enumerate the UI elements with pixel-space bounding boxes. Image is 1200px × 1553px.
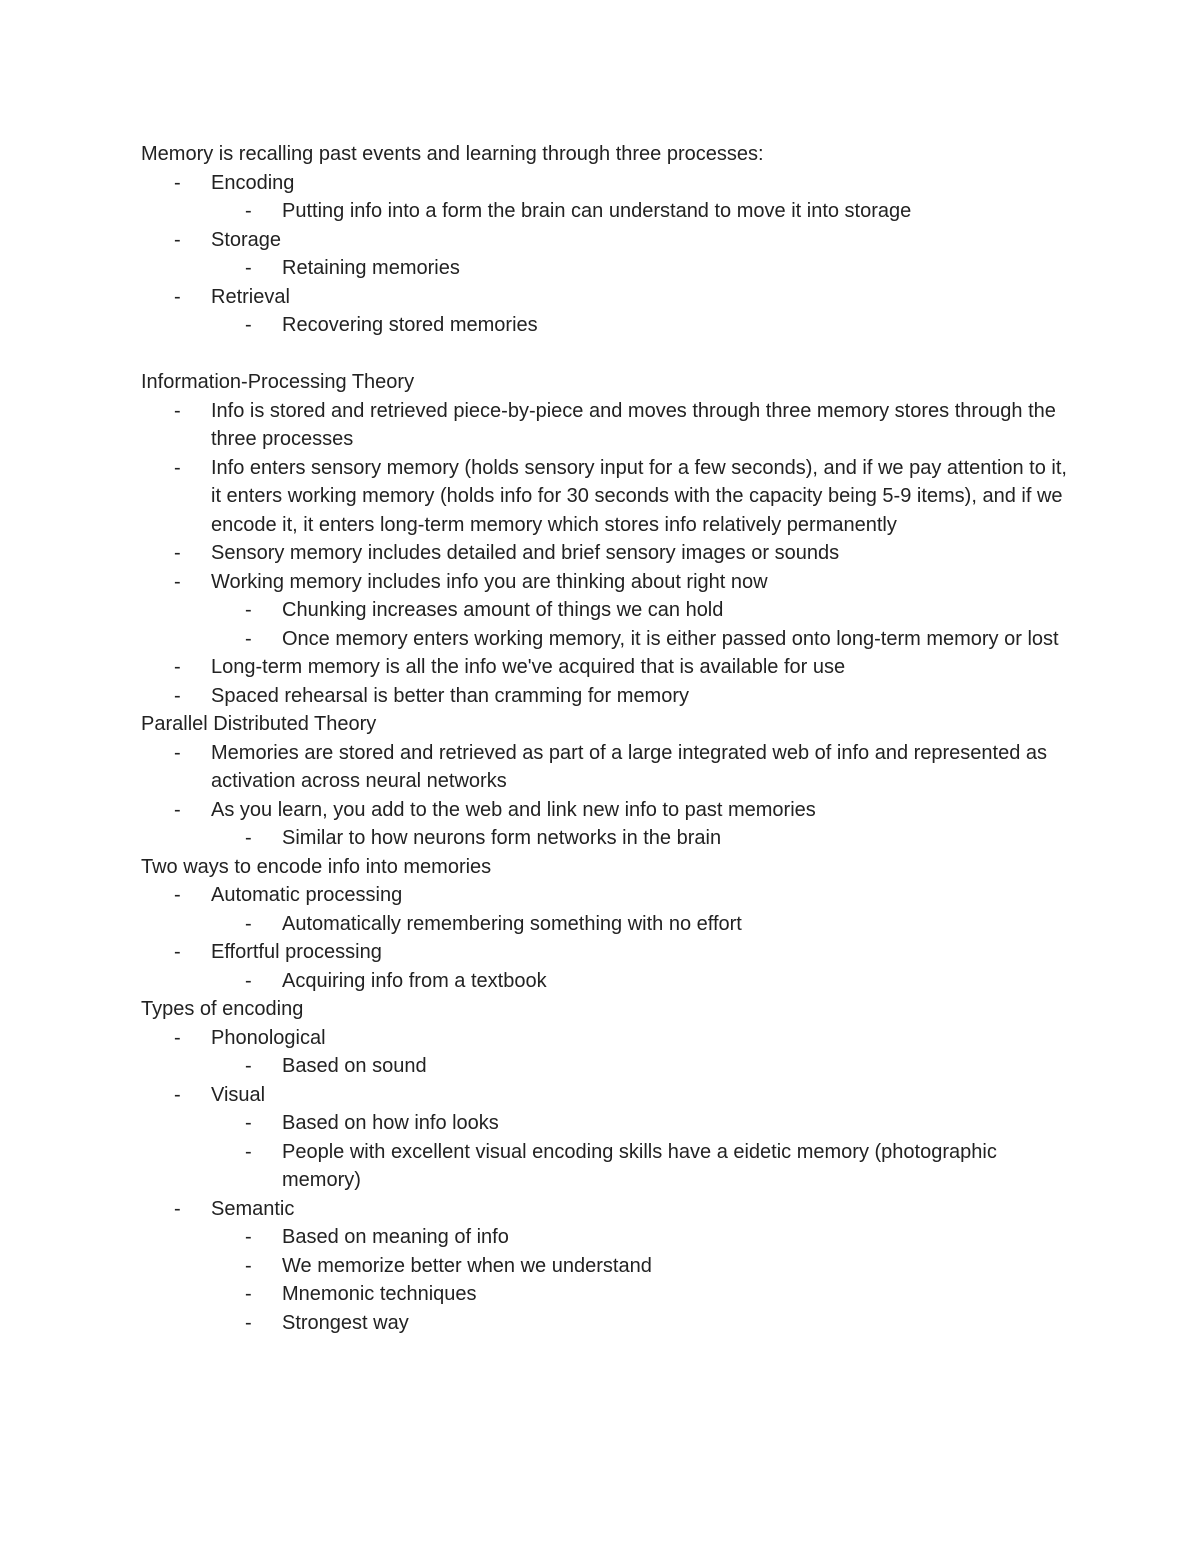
line-text: Parallel Distributed Theory bbox=[141, 713, 377, 735]
list-item bbox=[141, 539, 1081, 568]
bullet-dash: - bbox=[245, 827, 252, 849]
line-text: We memorize better when we understand bbox=[282, 1254, 652, 1277]
sub-list-item bbox=[141, 1052, 1081, 1081]
bullet-dash: - bbox=[174, 684, 181, 707]
bullet-dash: - bbox=[174, 884, 181, 906]
blank-line bbox=[141, 340, 1081, 369]
line-text: Storage bbox=[211, 228, 282, 251]
section-heading bbox=[141, 710, 1081, 739]
line-text: Encoding bbox=[211, 171, 295, 194]
list-item bbox=[141, 568, 1081, 597]
list-item bbox=[141, 653, 1081, 682]
bullet-dash: - bbox=[245, 257, 252, 279]
sub-list-item bbox=[141, 596, 1081, 625]
list-item bbox=[141, 682, 1081, 711]
line-text: Based on meaning of info bbox=[282, 1226, 509, 1248]
bullet-dash: - bbox=[245, 200, 252, 222]
line-text: Spaced rehearsal is better than cramming for memory bbox=[211, 684, 689, 707]
bullet-dash: - bbox=[174, 570, 181, 593]
list-item bbox=[141, 1081, 1081, 1110]
list-item bbox=[141, 454, 1081, 540]
line-text: Effortful processing bbox=[211, 941, 382, 963]
line-text: Retrieval bbox=[211, 285, 290, 308]
line-text: Two ways to encode info into memories bbox=[141, 855, 492, 878]
bullet-dash: - bbox=[245, 1112, 252, 1134]
bullet-dash: - bbox=[245, 1254, 252, 1277]
line-text: Once memory enters working memory, it is either passed onto long-term memory or lost bbox=[282, 627, 1059, 650]
bullet-dash: - bbox=[174, 399, 181, 422]
bullet-dash: - bbox=[245, 599, 252, 621]
line-text: Phonological bbox=[211, 1026, 326, 1049]
bullet-dash: - bbox=[174, 285, 181, 308]
sub-list-item bbox=[141, 1252, 1081, 1281]
line-text: Retaining memories bbox=[282, 257, 460, 279]
line-text: Info is stored and retrieved piece-by-piece and moves through three memory stores through the three processes bbox=[211, 399, 1056, 450]
sub-list-item bbox=[141, 1223, 1081, 1252]
sub-list-item bbox=[141, 1309, 1081, 1338]
line-text: Similar to how neurons form networks in the brain bbox=[282, 827, 722, 849]
line-text: People with excellent visual encoding skills have a eidetic memory (photographic memory) bbox=[282, 1140, 997, 1191]
list-item bbox=[141, 1195, 1081, 1224]
line-text: Visual bbox=[211, 1083, 266, 1106]
bullet-dash: - bbox=[174, 741, 181, 764]
bullet-dash: - bbox=[174, 1197, 181, 1220]
line-text: Strongest way bbox=[282, 1311, 409, 1334]
line-text: Automatic processing bbox=[211, 884, 403, 906]
sub-list-item bbox=[141, 254, 1081, 283]
line-text: Acquiring info from a textbook bbox=[282, 969, 547, 992]
bullet-dash: - bbox=[174, 456, 181, 479]
line-text: Automatically remembering something with no effort bbox=[282, 912, 742, 935]
bullet-dash: - bbox=[245, 314, 252, 336]
list-item bbox=[141, 938, 1081, 967]
bullet-dash: - bbox=[174, 798, 181, 821]
list-item bbox=[141, 283, 1081, 312]
bullet-dash: - bbox=[245, 627, 252, 650]
sub-list-item bbox=[141, 967, 1081, 996]
bullet-dash: - bbox=[174, 1083, 181, 1106]
section-heading bbox=[141, 995, 1081, 1024]
section-heading bbox=[141, 140, 1081, 169]
sub-list-item bbox=[141, 910, 1081, 939]
line-text: Working memory includes info you are thinking about right now bbox=[211, 570, 768, 593]
bullet-dash: - bbox=[245, 1226, 252, 1248]
line-text: Mnemonic techniques bbox=[282, 1283, 477, 1305]
sub-list-item bbox=[141, 1138, 1081, 1195]
bullet-dash: - bbox=[174, 542, 181, 564]
bullet-dash: - bbox=[245, 1311, 252, 1334]
list-item bbox=[141, 881, 1081, 910]
line-text: Types of encoding bbox=[141, 998, 304, 1020]
list-item bbox=[141, 1024, 1081, 1053]
list-item bbox=[141, 796, 1081, 825]
line-text: Based on how info looks bbox=[282, 1112, 499, 1134]
line-text: Putting info into a form the brain can understand to move it into storage bbox=[282, 200, 912, 222]
list-item bbox=[141, 169, 1081, 198]
bullet-dash: - bbox=[245, 969, 252, 992]
line-text: Information-Processing Theory bbox=[141, 371, 415, 393]
line-text: Long-term memory is all the info we've acquired that is available for use bbox=[211, 656, 846, 678]
bullet-dash: - bbox=[174, 1026, 181, 1049]
bullet-dash: - bbox=[245, 1140, 252, 1163]
list-item bbox=[141, 397, 1081, 454]
document-body bbox=[141, 140, 1081, 1337]
sub-list-item bbox=[141, 625, 1081, 654]
sub-list-item bbox=[141, 1109, 1081, 1138]
line-text: Recovering stored memories bbox=[282, 314, 538, 336]
line-text: Chunking increases amount of things we can hold bbox=[282, 599, 724, 621]
bullet-dash: - bbox=[245, 912, 252, 935]
section-heading bbox=[141, 853, 1081, 882]
sub-list-item bbox=[141, 824, 1081, 853]
line-text: Semantic bbox=[211, 1197, 295, 1220]
bullet-dash: - bbox=[245, 1055, 252, 1077]
line-text: Info enters sensory memory (holds sensory input for a few seconds), and if we pay attention to it, it enters working memory (holds info for 30 seconds with the capacity being 5-9 items), and if we encode it, it enters long-term memory which stores info relatively permanently bbox=[211, 456, 1067, 536]
line-text: As you learn, you add to the web and link new info to past memories bbox=[211, 798, 816, 821]
line-text: Memories are stored and retrieved as part of a large integrated web of info and represented as activation across neural networks bbox=[211, 741, 1048, 792]
line-text: Sensory memory includes detailed and brief sensory images or sounds bbox=[211, 542, 840, 564]
section-heading bbox=[141, 368, 1081, 397]
line-text: Based on sound bbox=[282, 1055, 427, 1077]
sub-list-item bbox=[141, 1280, 1081, 1309]
line-text: Memory is recalling past events and learning through three processes: bbox=[141, 143, 764, 165]
list-item bbox=[141, 226, 1081, 255]
bullet-dash: - bbox=[174, 171, 181, 194]
bullet-dash: - bbox=[245, 1283, 252, 1305]
bullet-dash: - bbox=[174, 656, 181, 678]
sub-list-item bbox=[141, 197, 1081, 226]
list-item bbox=[141, 739, 1081, 796]
sub-list-item bbox=[141, 311, 1081, 340]
bullet-dash: - bbox=[174, 941, 181, 963]
bullet-dash: - bbox=[174, 228, 181, 251]
